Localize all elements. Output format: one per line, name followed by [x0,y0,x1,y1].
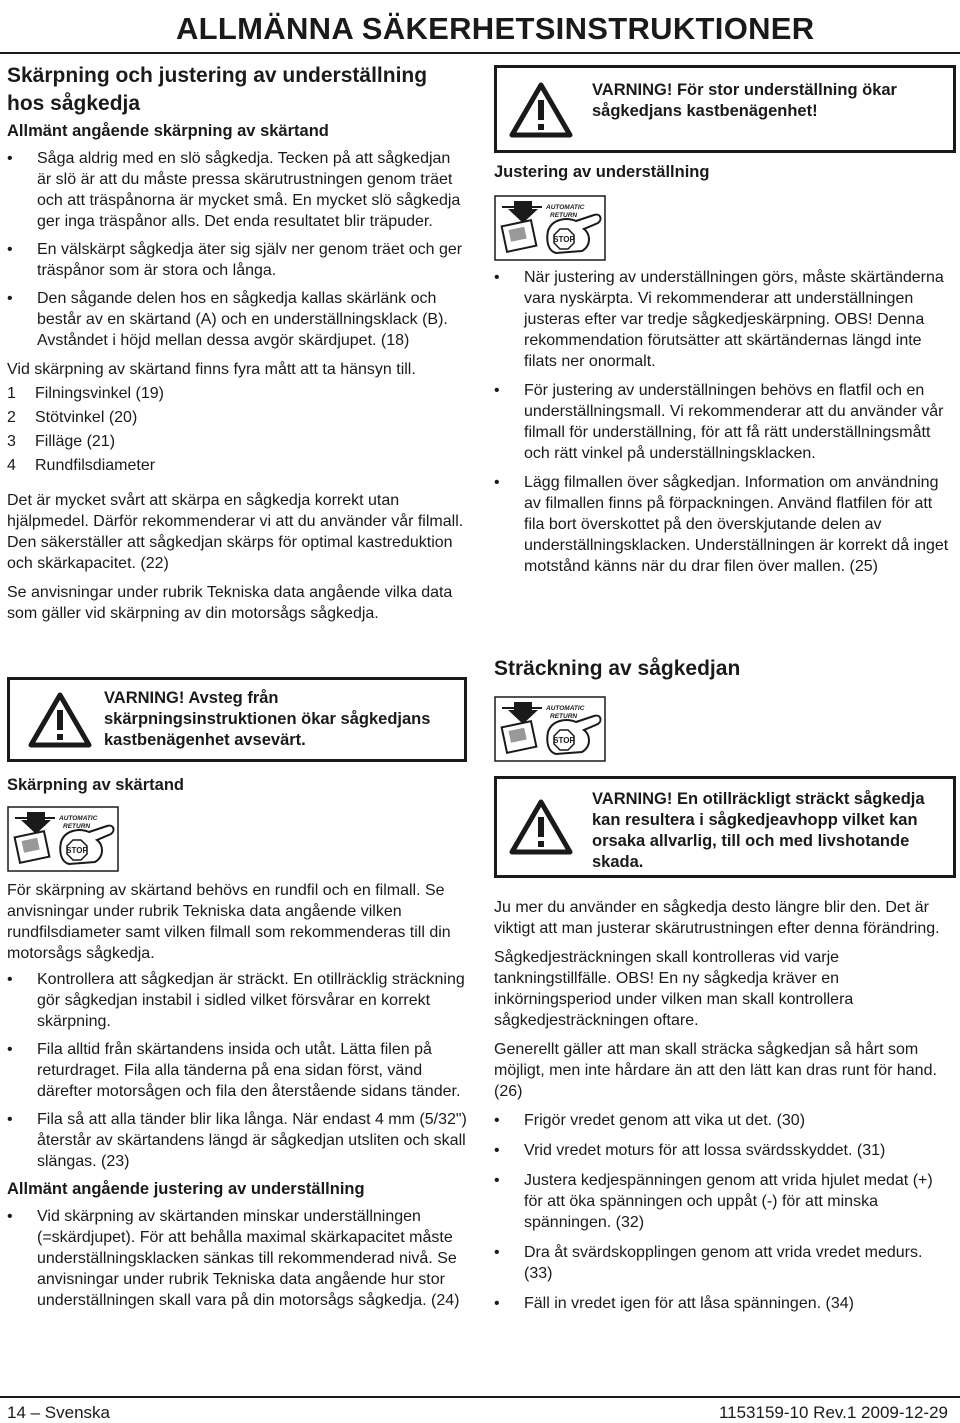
paragraph-check-tension: Sågkedjesträckningen skall kontrolleras vid varje tankningstillfälle. OBS! En ny sågkedja kräver en inkörningsperiod under vilken man skall kontrollera sågkedjesträckningen oftare. [494,949,854,1029]
measure-list [7,382,467,478]
paragraph-filmall: Det är mycket svårt att skärpa en sågkedja korrekt utan hjälpmedel. Därför rekommenderar vi att du använder vår filmall. Den säkerställer att sågkedjan skärps för optimal kastreduktion och skärkapacitet. (22) [7,492,464,572]
list-item: • Vid skärpning av skärtanden minskar underställningen (=skärdjupet). För att behålla maximal skärkapacitet måste underställningsklacken sänkas till rekommenderad nivå. Se anvisningar under rubrik Tekniska data angående hur stor underställningen skall vara på din motorsågs sågkedja. (24) [7,1206,467,1311]
warning-box-tension [494,776,956,878]
paragraph-round-file: För skärpning av skärtand behövs en rundfil och en filmall. Se anvisningar under rubrik Tekniska data angående vilken rundfilsdiameter samt vilken filmall som rekommenderas till din motorsågs sågkedja. [7,882,451,962]
bullets-sharpening-tooth [7,969,467,1172]
svg-text:AUTOMATIC: AUTOMATIC [59,815,98,822]
svg-text:STOP: STOP [66,846,88,855]
bullets-general-depth [7,1206,467,1311]
bullets-tensioning [494,1110,954,1314]
list-item: • Fila så att alla tänder blir lika långa. När endast 4 mm (5/32") återstår av skärtandens längd är sågkedjan utsliten och skall slängas. (23) [7,1109,467,1172]
section-title-sharpening: Skärpning och justering av underställning hos sågkedja [7,64,428,115]
header-rule [0,52,960,54]
automatic-return-stop-icon [494,195,606,261]
bullets-depth-adjustment [494,267,954,577]
paragraph-chain-wear: Ju mer du använder en sågkedja desto längre blir den. Det är viktigt att man justerar skärutrustningen efter denna förändring. [494,899,940,937]
warning-box-depth [494,65,956,153]
warning-text: VARNING! Avsteg från skärpningsinstruktionen ökar sågkedjans kastbenägenhet avsevärt. [104,689,431,749]
list-item: • Justera kedjespänningen genom att vrida hjulet medat (+) för att öka spänningen och uppåt (-) för att minska spänningen. (32) [494,1170,954,1233]
svg-text:RETURN: RETURN [550,212,578,219]
warning-triangle-icon [509,799,573,855]
warning-text: VARNING! En otillräckligt sträckt sågkedja kan resultera i sågkedjeavhopp vilket kan orsaka allvarlig, till och med livshotande skada. [592,790,925,871]
bullets-general-sharpening [7,148,467,351]
section-title-tensioning: Sträckning av sågkedjan [494,657,741,680]
svg-text:STOP: STOP [553,736,575,745]
subheading-general-depth: Allmänt angående justering av underställning [7,1180,365,1198]
list-item: 4 Rundfilsdiameter [7,457,156,474]
list-item: 2 Stötvinkel (20) [7,409,138,426]
footer-rule [0,1396,960,1398]
paragraph-tension-general: Generellt gäller att man skall sträcka sågkedjan så hårt som möjligt, men inte hårdare än att den lätt kan dras runt för hand. (26) [494,1041,937,1100]
svg-text:STOP: STOP [553,235,575,244]
right-column-lower [494,897,954,1321]
svg-text:RETURN: RETURN [550,713,578,720]
page-header-title: ALLMÄNNA SÄKERHETSINSTRUKTIONER [176,11,815,46]
svg-text:AUTOMATIC: AUTOMATIC [546,204,585,211]
list-item: • Vrid vredet moturs för att lossa svärdsskyddet. (31) [494,1140,954,1161]
list-item: 3 Filläge (21) [7,433,116,450]
list-item: • När justering av underställningen görs, måste skärtänderna vara nyskärpta. Vi rekommenderar att underställningen justeras efter var tredje sågkedjeskärpning. OBS! Denna rekommendation förutsätter att skärtändernas längd inte filats ner onormalt. [494,267,954,372]
automatic-return-stop-icon [7,806,119,872]
svg-text:RETURN: RETURN [63,823,91,830]
footer-page-number: 14 – Svenska [7,1403,111,1422]
subheading-general-sharpening: Allmänt angående skärpning av skärtand [7,122,329,140]
subheading-sharpening-tooth: Skärpning av skärtand [7,776,184,794]
measure-intro: Vid skärpning av skärtand finns fyra mått att ta hänsyn till. [7,361,416,378]
list-item: • Fila alltid från skärtandens insida och utåt. Lätta filen på returdraget. Fila alla tänderna på ena sidan först, vänd därefter motorsågen och fila den återstående sidans tänder. [7,1039,467,1102]
warning-text: VARNING! För stor underställning ökar sågkedjans kastbenägenhet! [592,81,897,120]
paragraph-tech-data: Se anvisningar under rubrik Tekniska data angående vilka data som gäller vid skärpning av din motorsågs sågkedja. [7,584,453,622]
right-column-upper [494,267,954,584]
warning-triangle-icon [509,82,573,138]
left-column-lower [7,880,467,1318]
left-column [7,62,467,624]
warning-box-sharpening [7,677,467,762]
svg-text:AUTOMATIC: AUTOMATIC [546,705,585,712]
warning-triangle-icon [28,692,92,748]
subheading-depth-adjustment: Justering av underställning [494,163,710,181]
footer-doc-id: 1153159-10 Rev.1 2009-12-29 [718,1403,948,1422]
list-item: • Dra åt svärdskopplingen genom att vrida vredet medurs. (33) [494,1242,954,1284]
list-item: 1 Filningsvinkel (19) [7,385,164,402]
list-item: • Fäll in vredet igen för att låsa spänningen. (34) [494,1293,954,1314]
list-item: • Frigör vredet genom att vika ut det. (30) [494,1110,954,1131]
list-item: • Lägg filmallen över sågkedjan. Information om användning av filmallen finns på förpackningen. Använd flatfilen för att fila bort överskottet på den överskjutande delen av underställningsklacken. Underställningen är korrekt då inget motstånd känns när du drar filen över mallen. (25) [494,472,954,577]
list-item: • En välskärpt sågkedja äter sig själv ner genom träet och ger träspånor som är stora och långa. [7,239,467,281]
list-item: • Kontrollera att sågkedjan är sträckt. En otillräcklig sträckning gör sågkedjan instabil i sidled vilket försvårar en korrekt skärpning. [7,969,467,1032]
list-item: • För justering av underställningen behövs en flatfil och en underställningsmall. Vi rekommenderar att du använder vår filmall för underställning, för att få rätt underställningsmått och rätt vinkel på underställningsklacken. [494,380,954,464]
list-item: • Såga aldrig med en slö sågkedja. Tecken på att sågkedjan är slö är att du måste pressa skärutrustningen genom träet och att träspånorna är mycket små. En mycket slö sågkedja ger inga träspånor alls. Det enda resultatet blir träpuder. [7,148,467,232]
automatic-return-stop-icon [494,696,606,762]
list-item: • Den sågande delen hos en sågkedja kallas skärlänk och består av en skärtand (A) och en underställningsklack (B). Avståndet i höjd mellan dessa avgör skärdjupet. (18) [7,288,467,351]
